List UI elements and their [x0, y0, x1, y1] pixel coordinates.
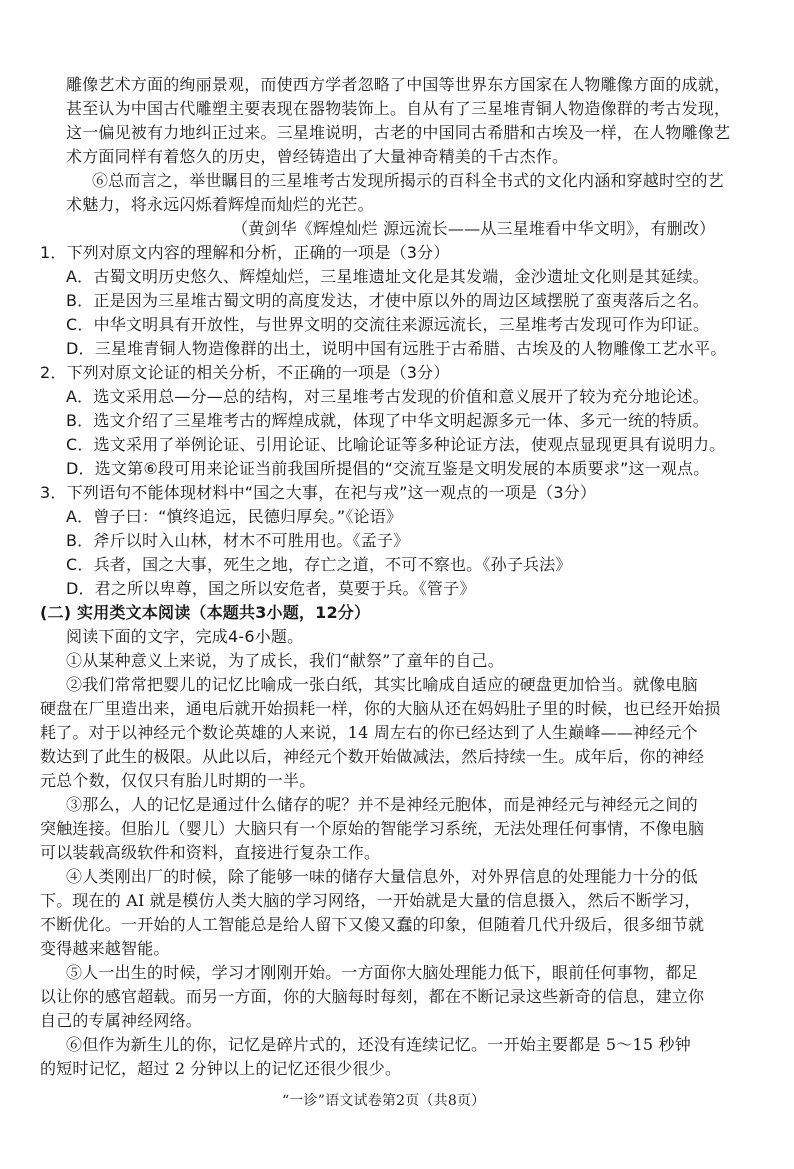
question-1-option-c: C．中华文明具有开放性，与世界文明的交流往来源远流长，三星堆考古发现可作为印证。 — [66, 315, 710, 334]
article-line: ⑤人一出生的时候，学习才刚刚开始。一方面你大脑处理能力低下，眼前任何事物，都足 — [66, 963, 698, 982]
passage-line: 术魅力，将永远闪烁着辉煌而灿烂的光芒。 — [66, 195, 374, 214]
question-3-option-a: A．曾子曰：“慎终追远，民德归厚矣。”《论语》 — [66, 507, 403, 526]
question-3-option-c: C．兵者，国之大事，死生之地，存亡之道，不可不察也。《孙子兵法》 — [66, 555, 572, 574]
question-2-option-d: D．选文第⑥段可用来论证当前我国所提倡的“交流互鉴是文明发展的本质要求”这一观点。 — [66, 459, 710, 478]
article-line: ②我们常常把婴儿的记忆比喻成一张白纸，其实比喻成自适应的硬盘更加恰当。就像电脑 — [66, 675, 698, 694]
question-1-option-d: D．三星堆青铜人物造像群的出土，说明中国有远胜于古希腊、古埃及的人物雕像工艺水平。 — [66, 339, 727, 358]
article-line: 下。现在的 AI 就是模仿人类大脑的学习网络，一开始就是大量的信息摄入，然后不断学习， — [40, 891, 701, 910]
question-1-option-a: A．古蜀文明历史悠久、辉煌灿烂，三星堆遗址文化是其发端，金沙遗址文化则是其延续。 — [66, 267, 709, 286]
article-line: 变得越来越智能。 — [40, 939, 170, 958]
passage-line: 术方面同样有着悠久的历史，曾经铸造出了大量神奇精美的千古杰作。 — [66, 147, 569, 166]
article-line: 以让你的感官超载。而另一方面，你的大脑每时每刻，都在不断记录这些新奇的信息，建立你 — [40, 987, 705, 1006]
section-instruction: 阅读下面的文字，完成4-6小题。 — [66, 627, 304, 646]
article-line: ⑥但作为新生儿的你，记忆是碎片式的，还没有连续记忆。一开始主要都是 5～15 秒钟 — [66, 1035, 691, 1054]
article-line: 元总个数，仅仅只有胎儿时期的一半。 — [40, 771, 316, 790]
question-3-option-b: B．斧斤以时入山林，材木不可胜用也。《孟子》 — [66, 531, 410, 550]
question-3-option-d: D．君之所以卑尊，国之所以安危者，莫要于兵。《管子》 — [66, 579, 476, 598]
article-line: ④人类刚出厂的时候，除了能够一味的储存大量信息外，对外界信息的处理能力十分的低 — [66, 867, 698, 886]
article-line: 数达到了此生的极限。从此以后，神经元个数开始做减法，然后持续一生。成年后，你的神经 — [40, 747, 705, 766]
article-line: 的短时记忆，超过 2 分钟以上的记忆还很少很少。 — [40, 1059, 402, 1078]
article-line: 耗了。对于以神经元个数论英雄的人来说，14 周左右的你已经达到了人生巅峰——神经元个 — [40, 723, 698, 742]
question-2-option-b: B．选文介绍了三星堆考古的辉煌成就，体现了中华文明起源多元一体、多元一统的特质。 — [66, 411, 709, 430]
passage-line: ⑥总而言之，举世瞩目的三星堆考古发现所揭示的百科全书式的文化内涵和穿越时空的艺 — [92, 171, 724, 190]
passage-line: 这一偏见被有力地纠正过来。三星堆说明，古老的中国同古希腊和古埃及一样，在人物雕像艺 — [66, 123, 731, 142]
question-3-stem: 3．下列语句不能体现材料中“国之大事，在祀与戎”这一观点的一项是（3分） — [40, 483, 597, 502]
question-2-option-c: C．选文采用了举例论证、引用论证、比喻论证等多种论证方法，使观点显现更具有说明力。 — [66, 435, 726, 454]
source-citation: （黄剑华《辉煌灿烂 源远流长——从三星堆看中华文明》，有删改） — [232, 219, 716, 238]
article-line: ③那么，人的记忆是通过什么储存的呢？并不是神经元胞体，而是神经元与神经元之间的 — [66, 795, 698, 814]
question-2-option-a: A．选文采用总—分—总的结构，对三星堆考古发现的价值和意义展开了较为充分地论述。 — [66, 387, 709, 406]
question-2-stem: 2．下列对原文论证的相关分析，不正确的一项是（3分） — [40, 363, 450, 382]
article-line: ①从某种意义上来说，为了成长，我们“献祭”了童年的自己。 — [66, 651, 504, 670]
question-1-option-b: B．正是因为三星堆古蜀文明的高度发达，才使中原以外的周边区域摆脱了蛮夷落后之名。 — [66, 291, 709, 310]
passage-line: 雕像艺术方面的绚丽景观，而使西方学者忽略了中国等世界东方国家在人物雕像方面的成就， — [66, 75, 731, 94]
passage-line: 甚至认为中国古代雕塑主要表现在器物装饰上。自从有了三星堆青铜人物造像群的考古发现， — [66, 99, 731, 118]
question-1-stem: 1．下列对原文内容的理解和分析，正确的一项是（3分） — [40, 243, 450, 262]
page-footer: “一诊”语文试卷第2页（共8页） — [282, 1093, 486, 1109]
section-heading: (二) 实用类文本阅读（本题共3小题，12分） — [40, 603, 371, 622]
article-line: 硬盘在厂里造出来，通电后就开始损耗一样，你的大脑从还在妈妈肚子里的时候，也已经开始损 — [40, 699, 721, 718]
article-line: 可以装载高级软件和资料，直接进行复杂工作。 — [40, 843, 381, 862]
article-line: 突触连接。但胎儿（婴儿）大脑只有一个原始的智能学习系统，无法处理任何事情，不像电脑 — [40, 819, 705, 838]
article-line: 不断优化。一开始的人工智能总是给人留下又傻又蠢的印象，但随着几代升级后，很多细节就 — [40, 915, 705, 934]
article-line: 自己的专属神经网络。 — [40, 1011, 203, 1030]
